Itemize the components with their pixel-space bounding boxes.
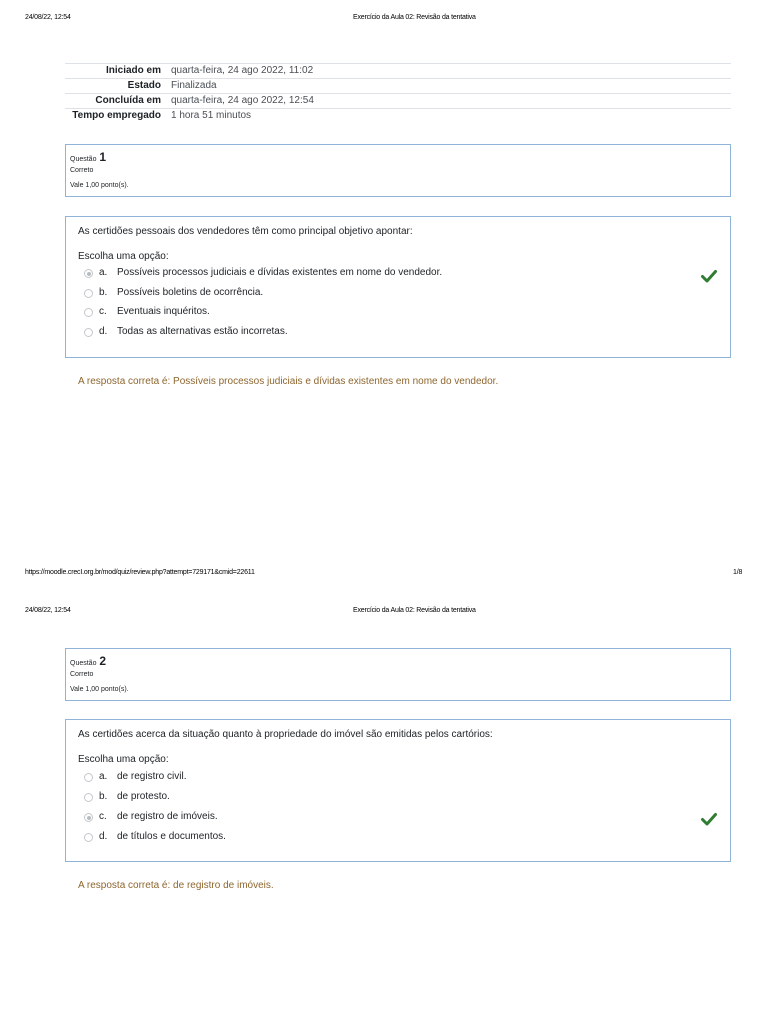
page-number: 1/8 [733, 569, 743, 576]
radio-button[interactable] [84, 289, 93, 298]
option-letter: d. [99, 831, 108, 842]
summary-label: Concluída em [65, 94, 171, 109]
print-title: Exercício da Aula 02: Revisão da tentativa [353, 607, 476, 614]
option-text: Todas as alternativas estão incorretas. [117, 326, 288, 337]
summary-row [65, 109, 731, 124]
option-text: de registro civil. [117, 771, 187, 782]
print-url: https://moodle.crecI.org.br/mod/quiz/review.php?attempt=729171&cmid=22611 [25, 569, 255, 576]
summary-value: quarta-feira, 24 ago 2022, 11:02 [171, 64, 731, 79]
question-grade: Vale 1,00 ponto(s). [70, 686, 129, 693]
question-grade: Vale 1,00 ponto(s). [70, 182, 129, 189]
option-letter: c. [99, 811, 107, 822]
question-info [65, 648, 731, 701]
question-text: As certidões pessoais dos vendedores têm como principal objetivo apontar: [78, 226, 413, 237]
print-date: 24/08/22, 12:54 [25, 607, 71, 614]
summary-value: Finalizada [171, 79, 731, 94]
summary-label: Tempo empregado [65, 109, 171, 124]
option-letter: c. [99, 306, 107, 317]
summary-value: quarta-feira, 24 ago 2022, 12:54 [171, 94, 731, 109]
radio-button[interactable] [84, 793, 93, 802]
summary-label: Iniciado em [65, 64, 171, 79]
option-text: Possíveis boletins de ocorrência. [117, 287, 264, 298]
radio-button[interactable] [84, 773, 93, 782]
option-letter: a. [99, 267, 108, 278]
radio-button[interactable] [84, 328, 93, 337]
question-number: Questão 2 [70, 654, 107, 668]
answer-prompt: Escolha uma opção: [78, 754, 169, 765]
correct-answer-feedback: A resposta correta é: Possíveis processos judiciais e dívidas existentes em nome do vendedor. [78, 376, 499, 387]
radio-button[interactable] [84, 833, 93, 842]
radio-button[interactable] [84, 813, 93, 822]
question-content [65, 216, 731, 358]
radio-button[interactable] [84, 269, 93, 278]
summary-row [65, 94, 731, 109]
option-letter: b. [99, 791, 108, 802]
answer-prompt: Escolha uma opção: [78, 251, 169, 262]
question-content [65, 719, 731, 862]
question-number: Questão 1 [70, 150, 107, 164]
option-text: de protesto. [117, 791, 170, 802]
question-state: Correto [70, 671, 94, 678]
print-title: Exercício da Aula 02: Revisão da tentativa [353, 14, 476, 21]
attempt-summary [65, 63, 731, 123]
check-icon [701, 269, 717, 283]
option-text: de títulos e documentos. [117, 831, 226, 842]
summary-row [65, 64, 731, 79]
question-text: As certidões acerca da situação quanto à propriedade do imóvel são emitidas pelos cartórios: [78, 729, 493, 740]
correct-answer-feedback: A resposta correta é: de registro de imóveis. [78, 880, 274, 891]
check-icon [701, 812, 717, 826]
option-letter: d. [99, 326, 108, 337]
option-text: de registro de imóveis. [117, 811, 218, 822]
option-letter: b. [99, 287, 108, 298]
question-info [65, 144, 731, 197]
summary-row [65, 79, 731, 94]
print-date: 24/08/22, 12:54 [25, 14, 71, 21]
question-state: Correto [70, 167, 94, 174]
summary-label: Estado [65, 79, 171, 94]
radio-button[interactable] [84, 308, 93, 317]
summary-value: 1 hora 51 minutos [171, 109, 731, 124]
option-text: Eventuais inquéritos. [117, 306, 210, 317]
option-text: Possíveis processos judiciais e dívidas existentes em nome do vendedor. [117, 267, 443, 278]
option-letter: a. [99, 771, 108, 782]
